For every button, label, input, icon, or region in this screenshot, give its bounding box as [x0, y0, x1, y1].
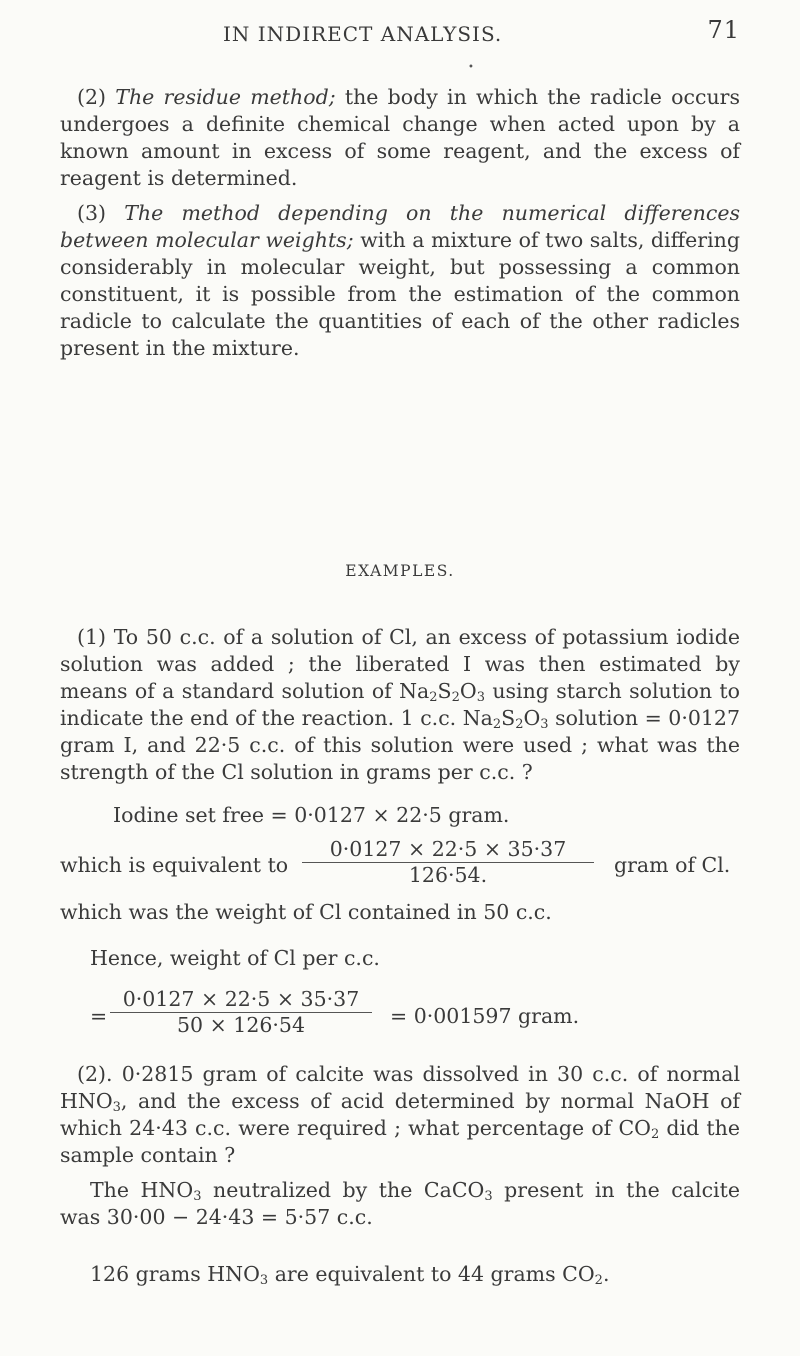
equivalent-denominator: 126·54.: [408, 863, 488, 887]
equivalent-numerator: 0·0127 × 22·5 × 35·37: [329, 837, 567, 861]
result-equals: =: [90, 1004, 108, 1028]
method-2-number: (2): [77, 85, 107, 109]
page-number: 71: [707, 16, 740, 44]
result-numerator: 0·0127 × 22·5 × 35·37: [122, 987, 360, 1011]
method-2-title: The residue method;: [115, 85, 336, 109]
method-3-title: The method depending on the numerical differences between molecular weights;: [60, 201, 740, 252]
example-2-text-a: (2). 0·2815 gram of calcite was dissolved in 30 c.c. of normal HNO: [60, 1062, 740, 1113]
example-1-text-c: solution = 0·0127 gram I, and 22·5 c.c. of this solution were used ; what was the strength of the Cl solution in grams per c.c. ?: [60, 706, 741, 784]
examples-heading: EXAMPLES.: [345, 562, 455, 580]
method-2-paragraph: [60, 84, 740, 192]
example-1-text-a: (1) To 50 c.c. of a solution of Cl, an excess of potassium iodide solution was added ; the liberated I was then estimated by means of a standard solution of Na: [60, 625, 740, 703]
method-3-text: with a mixture of two salts, differing considerably in molecular weight, but possessing a common constituent, it is possible from the estimation of the common radicle to calculate the quantities of each of the other radicles present in the mixture.: [60, 228, 740, 360]
method-2-text: the body in which the radicle occurs undergoes a definite chemical change when acted upon by a known amount in excess of some reagent, and the excess of reagent is determined.: [60, 85, 740, 190]
method-3-paragraph: [60, 200, 740, 362]
result-denominator: 50 × 126·54: [176, 1013, 306, 1037]
example-2-text-b: , and the excess of acid determined by normal NaOH of which 24·43 c.c. were required ; what percentage of CO: [60, 1089, 740, 1140]
result-fraction: [110, 987, 372, 1037]
equivalence-line: 126 grams $HNO_3$ are equivalent to 44 grams $CO_2$.: [90, 1262, 610, 1288]
method-3-number: (3): [77, 201, 107, 225]
running-title: IN INDIRECT ANALYSIS.: [223, 22, 503, 46]
example-2-text-c: did the sample contain ?: [60, 1116, 740, 1167]
print-mark: •: [468, 62, 474, 73]
equivalent-fraction: [302, 837, 594, 887]
equivalent-prefix: which is equivalent to: [60, 853, 289, 877]
neutralized-paragraph: The $HNO_3$ neutralized by the CaCO$_3$ present in the calcite was 30·00 − 24·43 = 5·57 c.c.: [60, 1178, 740, 1229]
example-1-paragraph: (1) To 50 c.c. of a solution of Cl, an excess of potassium iodide solution was added ; the liberated I was then estimated by means of a standard solution of $Na_2S_2O_3$ using starch solution to indicate the end of the reaction. 1 c.c. $Na_2S_2O_3$ solution = 0·0127 gram I, and 22·5 c.c. of this solution were used ; what was the strength of the Cl solution in grams per c.c. ?: [60, 625, 741, 784]
hence-line: Hence, weight of Cl per c.c.: [90, 946, 380, 970]
result-value: = 0·001597 gram.: [390, 1004, 580, 1028]
example-2-paragraph: (2). 0·2815 gram of calcite was dissolved in 30 c.c. of normal $HNO_3$, and the excess of acid determined by normal NaOH of which 24·43 c.c. were required ; what percentage of $CO_2$ did the sample contain ?: [60, 1062, 740, 1167]
iodine-line: Iodine set free = 0·0127 × 22·5 gram.: [113, 803, 510, 827]
weight-line: which was the weight of Cl contained in 50 c.c.: [60, 900, 552, 924]
example-1-text-b: using starch solution to indicate the end of the reaction. 1 c.c. Na: [60, 679, 740, 730]
equivalent-suffix: gram of Cl.: [614, 853, 731, 877]
